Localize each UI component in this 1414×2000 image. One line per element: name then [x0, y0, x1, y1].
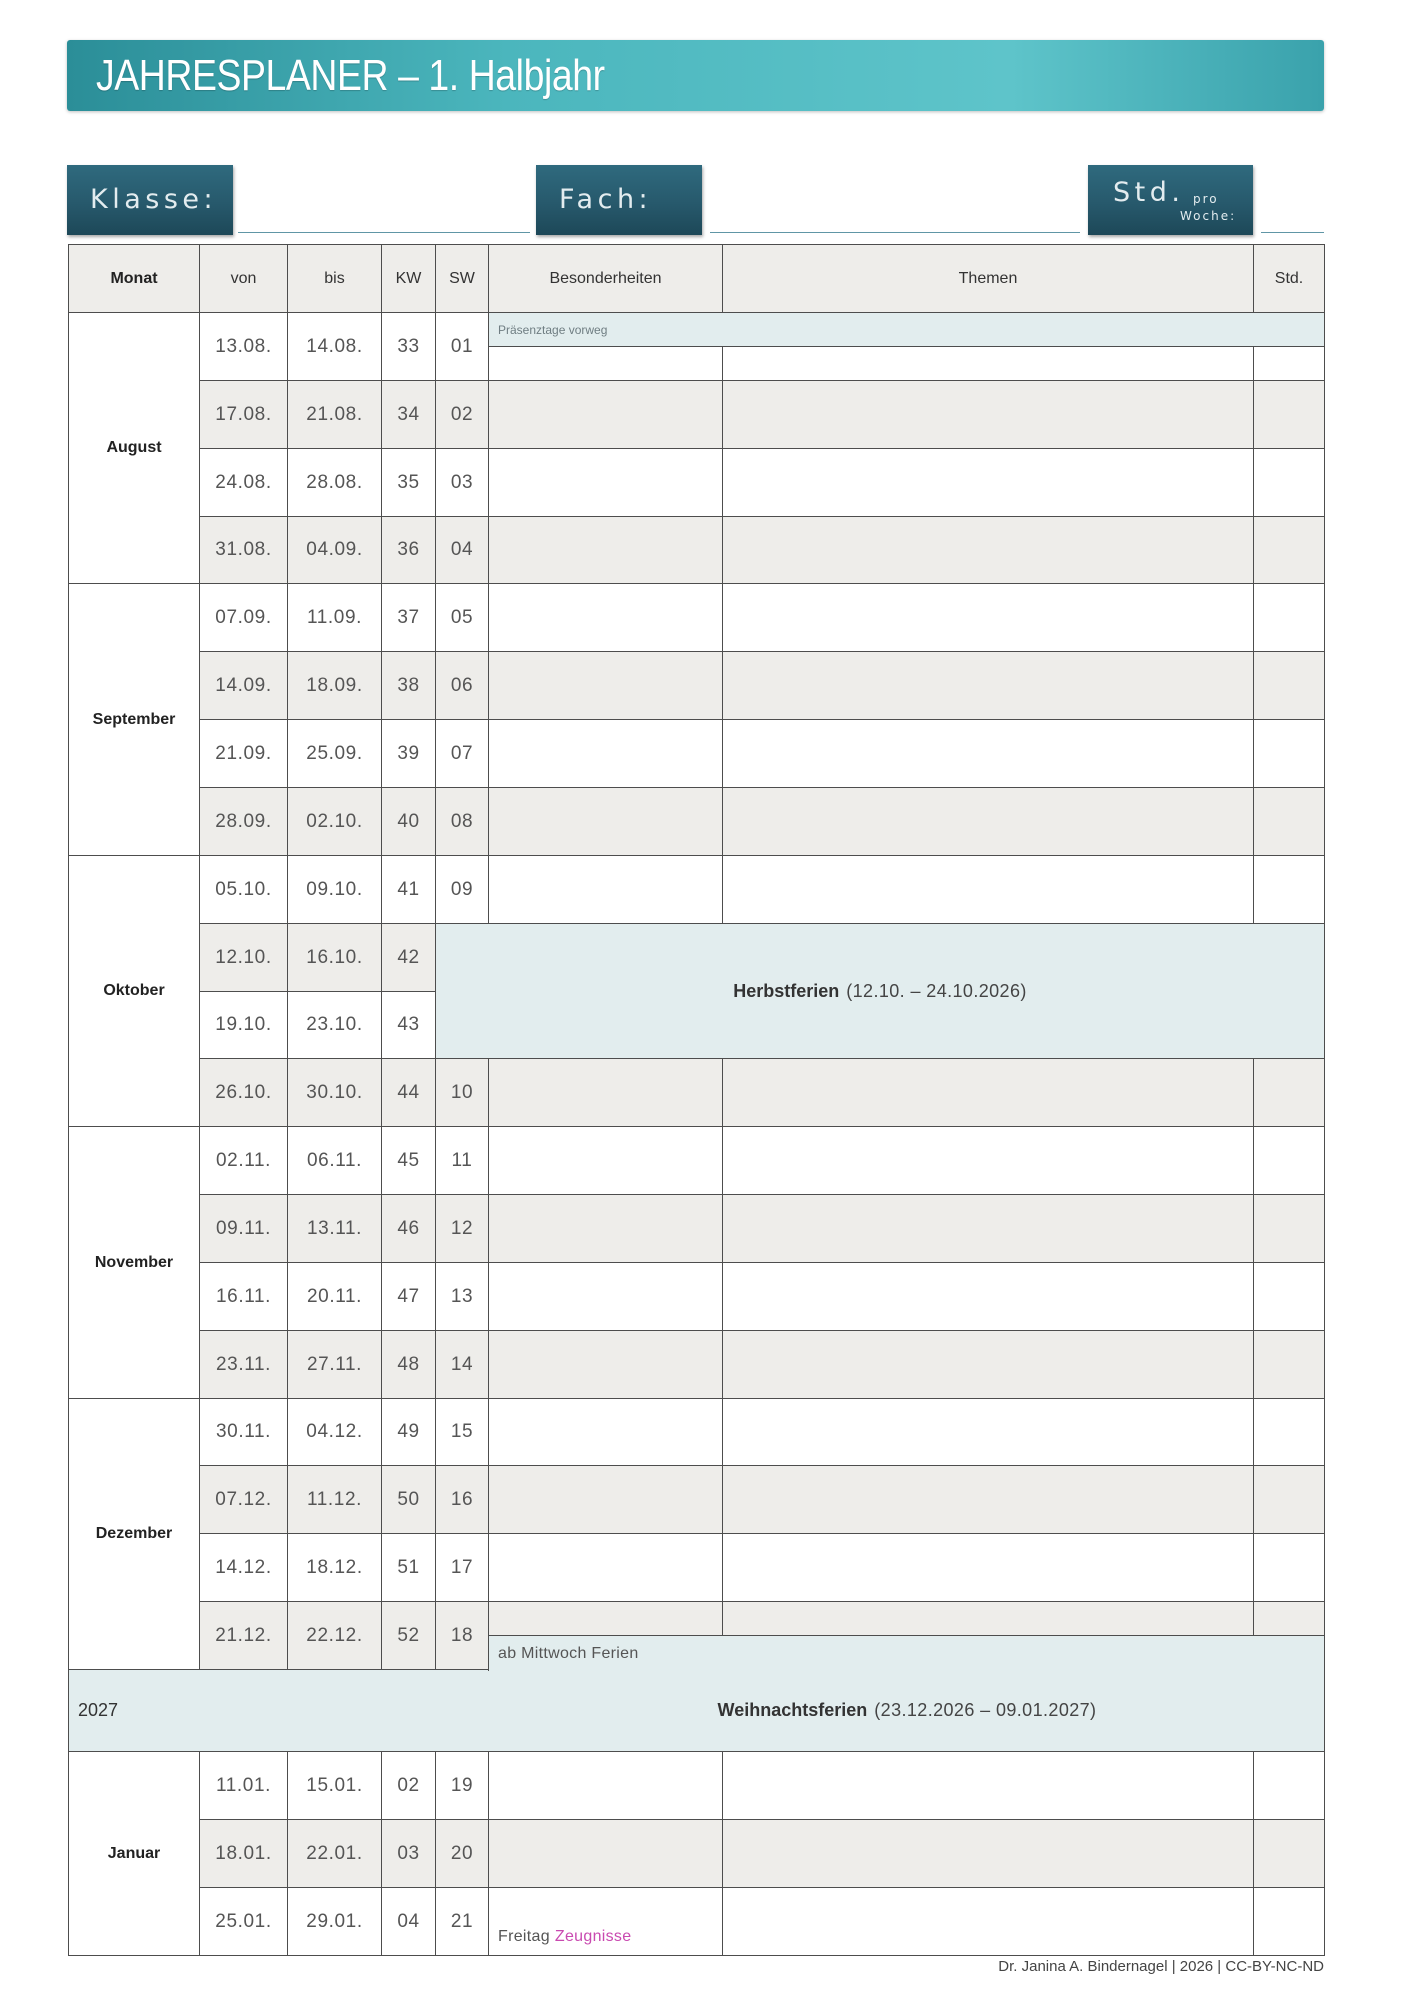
week-kw: 40 — [381, 787, 436, 856]
week-von: 23.11. — [199, 1330, 288, 1399]
month-cell: Januar — [68, 1751, 200, 1956]
week-von: 14.12. — [199, 1533, 288, 1602]
cell-std — [1253, 448, 1325, 517]
cell-besonderheiten — [488, 516, 723, 584]
week-bis: 06.11. — [287, 1126, 382, 1195]
week-bis: 28.08. — [287, 448, 382, 517]
week-von: 28.09. — [199, 787, 288, 856]
cell-std — [1253, 1194, 1325, 1263]
holiday-name: Weihnachtsferien — [717, 1700, 868, 1720]
week-bis: 21.08. — [287, 380, 382, 449]
week-sw: 05 — [435, 583, 489, 652]
klasse-label: Klasse: — [90, 184, 218, 215]
header-bis: bis — [287, 244, 382, 313]
week-sw: 06 — [435, 651, 489, 720]
week-von: 19.10. — [199, 991, 288, 1059]
week-kw: 52 — [381, 1601, 436, 1670]
week-kw: 51 — [381, 1533, 436, 1602]
week-von: 30.11. — [199, 1398, 288, 1466]
cell-themen — [722, 1533, 1254, 1602]
cell-std — [1253, 1465, 1325, 1534]
week-kw: 34 — [381, 380, 436, 449]
week-sw: 21 — [435, 1887, 489, 1956]
week-bis: 27.11. — [287, 1330, 382, 1399]
week-kw: 02 — [381, 1751, 436, 1820]
cell-besonderheiten — [488, 1533, 723, 1602]
week-sw: 12 — [435, 1194, 489, 1263]
week-bis: 04.12. — [287, 1398, 382, 1466]
week-kw: 38 — [381, 651, 436, 720]
cell-besonderheiten — [488, 448, 723, 517]
week-sw: 09 — [435, 855, 489, 924]
cell-std — [1253, 1262, 1325, 1331]
herbstferien-band — [435, 923, 1325, 1059]
week-bis: 18.12. — [287, 1533, 382, 1602]
week-von: 09.11. — [199, 1194, 288, 1263]
cell-besonderheiten — [488, 1262, 723, 1331]
week-bis: 14.08. — [287, 312, 382, 381]
cell-besonderheiten — [488, 1194, 723, 1263]
cell-std — [1253, 1887, 1325, 1956]
week-bis: 18.09. — [287, 651, 382, 720]
header-von: von — [199, 244, 288, 313]
week-von: 12.10. — [199, 923, 288, 992]
note-text: ab Mittwoch Ferien — [498, 1644, 639, 1662]
cell-std — [1253, 1601, 1325, 1636]
week-sw: 13 — [435, 1262, 489, 1331]
cell-besonderheiten — [488, 1465, 723, 1534]
cell-besonderheiten — [488, 1819, 723, 1888]
week-sw: 16 — [435, 1465, 489, 1534]
week-bis: 30.10. — [287, 1058, 382, 1127]
week-kw: 50 — [381, 1465, 436, 1534]
week-bis: 25.09. — [287, 719, 382, 788]
cell-besonderheiten — [488, 1887, 723, 1956]
week-von: 07.12. — [199, 1465, 288, 1534]
cell-besonderheiten — [488, 1126, 723, 1195]
month-cell: November — [68, 1126, 200, 1399]
cell-themen — [722, 651, 1254, 720]
week-bis: 22.01. — [287, 1819, 382, 1888]
week-bis: 11.12. — [287, 1465, 382, 1534]
week-von: 13.08. — [199, 312, 288, 381]
std-woche-label: Woche: — [1180, 209, 1237, 223]
cell-besonderheiten — [488, 346, 723, 381]
cell-themen — [722, 855, 1254, 924]
cell-themen — [722, 583, 1254, 652]
week-von: 18.01. — [199, 1819, 288, 1888]
cell-besonderheiten — [488, 855, 723, 924]
cell-std — [1253, 855, 1325, 924]
header-monat: Monat — [68, 244, 200, 313]
header-sw: SW — [435, 244, 489, 313]
cell-std — [1253, 1330, 1325, 1399]
week-von: 07.09. — [199, 583, 288, 652]
week-kw: 03 — [381, 1819, 436, 1888]
week-sw: 20 — [435, 1819, 489, 1888]
cell-std — [1253, 1819, 1325, 1888]
week-sw: 10 — [435, 1058, 489, 1127]
note-strip — [488, 312, 1325, 347]
week-bis: 13.11. — [287, 1194, 382, 1263]
cell-std — [1253, 787, 1325, 856]
week-kw: 44 — [381, 1058, 436, 1127]
week-von: 16.11. — [199, 1262, 288, 1331]
cell-themen — [722, 1194, 1254, 1263]
week-kw: 39 — [381, 719, 436, 788]
week-bis: 29.01. — [287, 1887, 382, 1956]
week-von: 21.12. — [199, 1601, 288, 1670]
week-kw: 49 — [381, 1398, 436, 1466]
week-sw: 07 — [435, 719, 489, 788]
week-kw: 48 — [381, 1330, 436, 1399]
cell-themen — [722, 1126, 1254, 1195]
cell-themen — [722, 1751, 1254, 1820]
week-kw: 46 — [381, 1194, 436, 1263]
cell-std — [1253, 651, 1325, 720]
week-bis: 09.10. — [287, 855, 382, 924]
cell-themen — [722, 787, 1254, 856]
cell-std — [1253, 1533, 1325, 1602]
week-sw: 08 — [435, 787, 489, 856]
cell-besonderheiten — [488, 787, 723, 856]
week-von: 02.11. — [199, 1126, 288, 1195]
week-bis: 23.10. — [287, 991, 382, 1059]
week-sw: 15 — [435, 1398, 489, 1466]
cell-themen — [722, 516, 1254, 584]
weihnachtsferien-band — [68, 1669, 1325, 1752]
holiday-dates: (23.12.2026 – 09.01.2027) — [874, 1700, 1097, 1720]
cell-besonderheiten — [488, 583, 723, 652]
note-strip — [488, 1635, 1325, 1671]
week-kw: 41 — [381, 855, 436, 924]
week-bis: 20.11. — [287, 1262, 382, 1331]
cell-besonderheiten — [488, 719, 723, 788]
week-von: 17.08. — [199, 380, 288, 449]
week-kw: 33 — [381, 312, 436, 381]
month-cell: Dezember — [68, 1398, 200, 1670]
week-von: 25.01. — [199, 1887, 288, 1956]
cell-std — [1253, 1398, 1325, 1466]
week-von: 05.10. — [199, 855, 288, 924]
week-von: 14.09. — [199, 651, 288, 720]
cell-std — [1253, 583, 1325, 652]
header-besonderheiten: Besonderheiten — [488, 244, 723, 313]
cell-std — [1253, 1751, 1325, 1820]
cell-besonderheiten — [488, 651, 723, 720]
week-bis: 04.09. — [287, 516, 382, 584]
cell-themen — [722, 346, 1254, 381]
header-themen: Themen — [722, 244, 1254, 313]
week-kw: 04 — [381, 1887, 436, 1956]
weihnachtsferien-label — [489, 1670, 1325, 1751]
footer-credit: Dr. Janina A. Bindernagel | 2026 | CC-BY-NC-ND — [998, 1958, 1324, 1975]
cell-std — [1253, 1126, 1325, 1195]
week-von: 26.10. — [199, 1058, 288, 1127]
week-von: 24.08. — [199, 448, 288, 517]
cell-themen — [722, 1262, 1254, 1331]
cell-std — [1253, 1058, 1325, 1127]
cell-besonderheiten — [488, 1751, 723, 1820]
cell-themen — [722, 1819, 1254, 1888]
cell-themen — [722, 1465, 1254, 1534]
week-kw: 43 — [381, 991, 436, 1059]
cell-themen — [722, 1601, 1254, 1636]
cell-std — [1253, 719, 1325, 788]
week-bis: 15.01. — [287, 1751, 382, 1820]
cell-themen — [722, 380, 1254, 449]
month-cell: August — [68, 312, 200, 584]
cell-besonderheiten — [488, 380, 723, 449]
page-title: JAHRESPLANER – 1. Halbjahr — [96, 51, 605, 100]
note-text: Präsenztage vorweg — [498, 322, 608, 337]
cell-besonderheiten — [488, 1398, 723, 1466]
week-bis: 16.10. — [287, 923, 382, 992]
cell-std — [1253, 516, 1325, 584]
cell-besonderheiten — [488, 1058, 723, 1127]
cell-besonderheiten — [488, 1601, 723, 1636]
cell-std — [1253, 346, 1325, 381]
note-text: Freitag — [498, 1928, 550, 1945]
week-kw: 36 — [381, 516, 436, 584]
week-bis: 02.10. — [287, 787, 382, 856]
week-sw: 18 — [435, 1601, 489, 1670]
fach-label: Fach: — [559, 184, 653, 215]
std-label: Std. — [1113, 177, 1185, 208]
week-kw: 37 — [381, 583, 436, 652]
note-highlight: Zeugnisse — [554, 1928, 632, 1945]
week-kw: 35 — [381, 448, 436, 517]
week-sw: 11 — [435, 1126, 489, 1195]
holiday-dates: (12.10. – 24.10.2026) — [846, 980, 1027, 1001]
week-sw: 02 — [435, 380, 489, 449]
header-kw: KW — [381, 244, 436, 313]
holiday-name: Herbstferien — [733, 980, 840, 1001]
week-von: 31.08. — [199, 516, 288, 584]
cell-themen — [722, 448, 1254, 517]
cell-std — [1253, 380, 1325, 449]
week-kw: 42 — [381, 923, 436, 992]
cell-besonderheiten — [488, 1330, 723, 1399]
week-von: 21.09. — [199, 719, 288, 788]
cell-themen — [722, 1398, 1254, 1466]
week-bis: 22.12. — [287, 1601, 382, 1670]
week-sw: 01 — [435, 312, 489, 381]
std-pro-label: pro — [1193, 192, 1219, 206]
week-sw: 19 — [435, 1751, 489, 1820]
month-cell: Oktober — [68, 855, 200, 1127]
week-kw: 47 — [381, 1262, 436, 1331]
header-std: Std. — [1253, 244, 1325, 313]
week-sw: 17 — [435, 1533, 489, 1602]
cell-themen — [722, 719, 1254, 788]
cell-themen — [722, 1330, 1254, 1399]
cell-themen — [722, 1887, 1254, 1956]
cell-themen — [722, 1058, 1254, 1127]
week-kw: 45 — [381, 1126, 436, 1195]
week-sw: 14 — [435, 1330, 489, 1399]
year-label: 2027 — [78, 1700, 119, 1720]
week-von: 11.01. — [199, 1751, 288, 1820]
week-sw: 03 — [435, 448, 489, 517]
week-sw: 04 — [435, 516, 489, 584]
month-cell: September — [68, 583, 200, 856]
week-bis: 11.09. — [287, 583, 382, 652]
